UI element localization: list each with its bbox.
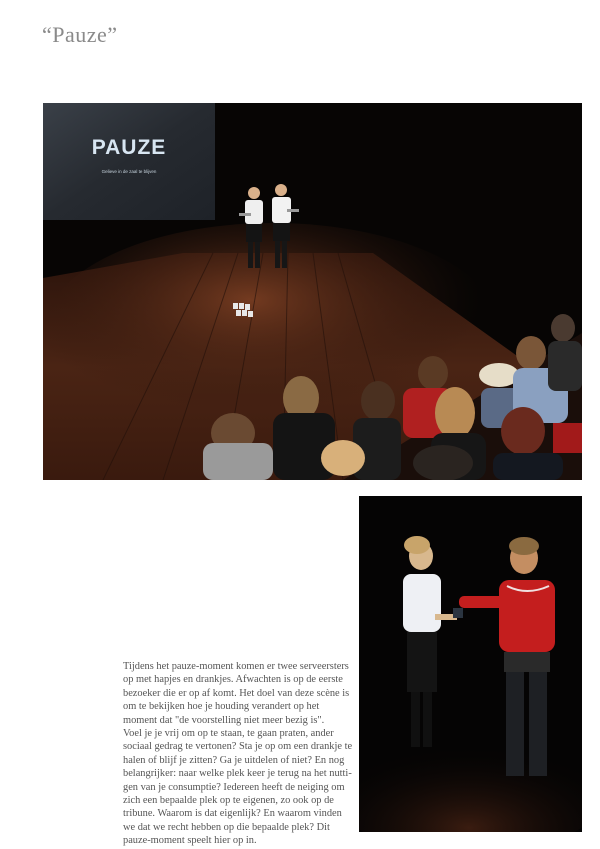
body-line: tribune. Waarom is dat eigenlijk? En waarom vinden — [123, 808, 342, 820]
body-line: Voel je je vrij om op te staan, te gaan praten, ander — [123, 728, 334, 740]
body-line: om te bekijken hoe je houding verandert op het — [123, 701, 320, 713]
body-line: Tijdens het pauze-moment komen er twee serveersters — [123, 661, 349, 672]
body-line: belangrijker: naar welke plek keer je terug na het nutti- — [123, 768, 352, 780]
body-line: sociaal gedrag te vertonen? Sta je op om een drankje te — [123, 741, 353, 753]
body-line: halen of blijf je zitten? Ga je uitdelen of niet? En nog — [123, 754, 345, 766]
body-line: we dat we recht hebben op die bepaalde plek? Dit — [123, 821, 330, 833]
screen-subtitle: Gelieve in de zaal te blijven — [101, 169, 157, 174]
body-line: moment dat "de voorstelling niet meer bezig is". — [123, 714, 325, 726]
page-title: “Pauze” — [42, 22, 118, 47]
cups-on-floor — [233, 303, 253, 317]
body-line: gen van je consumptie? Iedereen heeft de neiging om — [123, 781, 345, 793]
body-line: pauze-moment speelt hier op in. — [123, 835, 257, 847]
body-text — [123, 660, 355, 848]
stage-photo — [43, 103, 582, 480]
interaction-photo — [359, 496, 582, 832]
body-line: op met hapjes en drankjes. Afwachten is op de eerste — [123, 674, 343, 686]
screen-title: PAUZE — [91, 136, 167, 159]
projection-screen — [43, 103, 215, 220]
body-line: bezoeker die er op af komt. Het doel van deze scène is — [123, 687, 350, 699]
body-line: zich een bepaalde plek op te eigenen, zo ook op de — [123, 795, 334, 807]
